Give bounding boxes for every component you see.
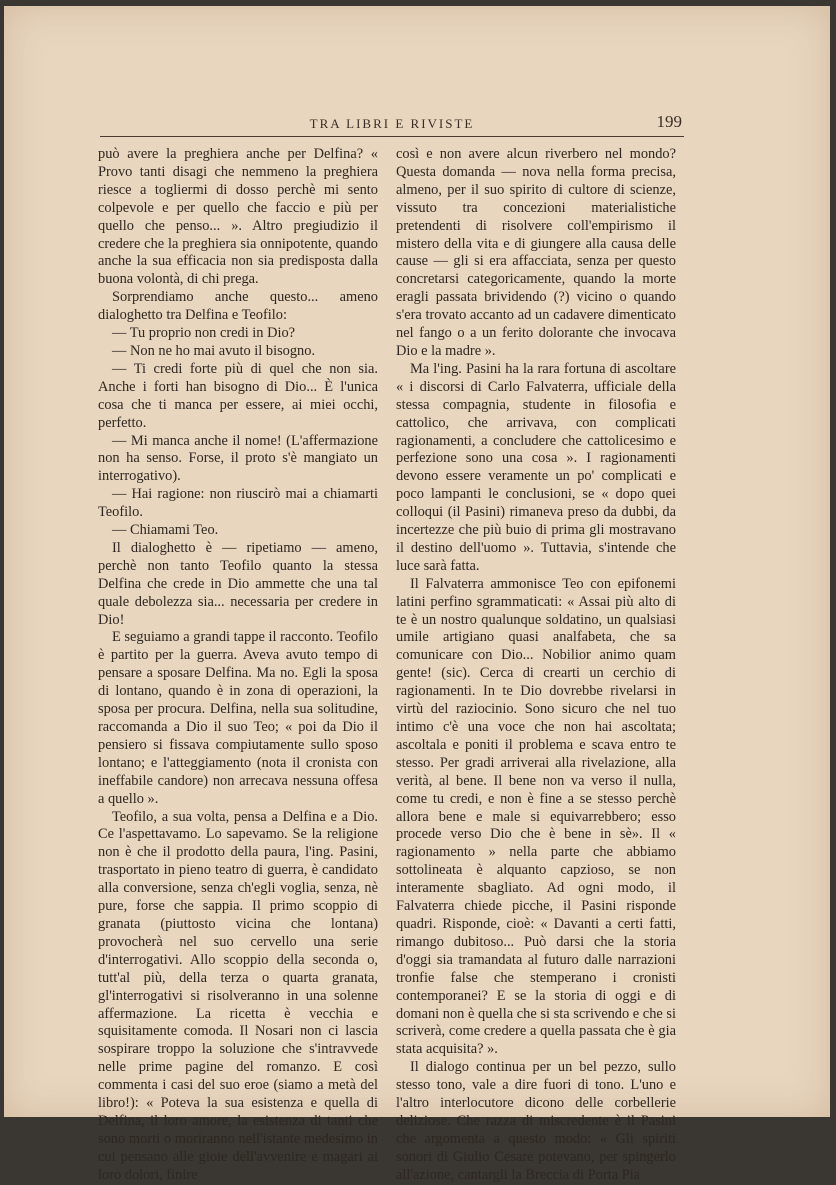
left-column <box>98 146 378 1185</box>
page-number: 199 <box>656 112 682 131</box>
dialogue-line: — Ti credi forte più di quel che non sia. Anche i forti han bisogno di Dio... È l'unica cosa che ti manca per essere, ai miei occhi, perfetto. <box>98 360 378 431</box>
page-header <box>100 110 684 137</box>
paragraph: Teofilo, a sua volta, pensa a Delfina e a Dio. Ce l'aspettavamo. Lo sapevamo. Se la religione non è che il prodotto della paura, l'ing. Pasini, trasportato in pieno teatro di guerra, è candidato alla conversione, senza ch'egli voglia, senza, nè pure, forse che sappia. Il primo scoppio di granata (piuttosto vicina che lontana) provocherà nel suo cervello una serie d'interrogativi. Allo scoppio della seconda o, tutt'al più, della terza o quarta granata, gl'interrogativi si risolveranno in una solenne affermazione. La ricetta è vecchia e squisitamente comoda. Il Nosari non ci lascia sospirare troppo la soluzione che s'intravvede nelle prime pagine del romanzo. E così commenta i casi del suo eroe (siamo a metà del libro!): « Poteva la sua esistenza e quella di Delfina, il loro amore, la esistenza di tanti che sono morti o moriranno nell'istante medesimo in cui pensano alle gioie dell'avvenire e magari ai loro dolori, finire <box>98 808 378 1183</box>
paragraph: Sorprendiamo anche questo... ameno dialoghetto tra Delfina e Teofilo: <box>98 289 378 324</box>
dialogue-line: — Chiamami Teo. <box>112 522 219 539</box>
dialogue-line: — Mi manca anche il nome! (L'affermazione non ha senso. Forse, il proto s'è mangiato un interrogativo). <box>98 432 378 485</box>
paragraph: Il dialoghetto è — ripetiamo — ameno, perchè non tanto Teofilo quanto la stessa Delfina che crede in Dio ammette che una tal quale debolezza sia... necessaria per credere in Dio! <box>98 539 378 628</box>
paragraph: può avere la preghiera anche per Delfina? « Provo tanti disagi che nemmeno la preghiera riesce a togliermi di dosso perchè mi sento colpevole e per quello che faccio e più per quello che penso... ». Altro pregiudizio il credere che la preghiera sia onnipotente, quando anche la sua efficacia non sia predisposta dalla buona volontà, di chi prega. <box>98 146 378 288</box>
dialogue-line: — Tu proprio non credi in Dio? <box>112 325 296 342</box>
right-column <box>396 146 676 1185</box>
paragraph: E seguiamo a grandi tappe il racconto. Teofilo è partito per la guerra. Aveva avuto tempo di pensare a sposare Delfina. Ma no. Egli la sposa di lontano, quando è in zona di operazioni, la sposa per procura. Delfina, nella sua solitudine, raccomanda a Dio il suo Teo; « poi da Dio il pensiero si fissava compiutamente sullo sposo lontano; e l'atteggiamento (nota il cronista con ineffabile candore) non arrecava nessuna offesa a quello ». <box>98 629 378 807</box>
paragraph: Il Falvaterra ammonisce Teo con epifonemi latini perfino sgrammaticati: « Assai più alto di te è un nostro qualunque soldatino, un qualsiasi umile artigiano quasi analfabeta, che sa comunicare con Dio... Nobilior animo quam gente! (sic). Cerca di crearti un cerchio di ragionamenti. In te Dio dovrebbe rivelarsi in virtù del raziocinio. Sono sicuro che nel tuo intimo c'è una voce che non hai ascoltata; ascoltala e poniti il problema e scava entro te stesso. Per gradi arriverai alla rivelazione, alla verità, al bene. Il bene non va verso il nulla, come tu credi, e non è fine a se stesso perchè allora bene e male si equivarrebbero; esso procede verso Dio che è bene in sè». Il « ragionamento » nella parte che abbiamo sottolineata è alquanto capzioso, se non interamente sbagliato. Ad ogni modo, il Falvaterra chiede picche, il Pasini risponde quadri. Risponde, cioè: « Davanti a certi fatti, rimango dubitoso... Può darsi che la storia d'oggi sia tramandata al futuro dalle narrazioni tronfie false che stemperano i cronisti contemporanei? E se la storia di oggi e di domani non è quella che si sta scrivendo e che si scriverà, come credere a quella passata che è gia stata acquisita? ». <box>396 575 676 1058</box>
paragraph: così e non avere alcun riverbero nel mondo? Questa domanda — nova nella forma precisa, almeno, per il suo spirito di cultore di scienze, vissuto tra concezioni materialistiche pretendenti di risolvere coll'empirismo il mistero della vita e di giungere alla causa delle cause — gli si era affacciata, senza per questo concretarsi categoricamente, quando la morte eragli passata brividendo (?) vicino o quando s'era trovato accanto ad un cadavere dimenticato nel fango o a un ferito dolorante che invocava Dio e la madre ». <box>396 146 676 359</box>
running-title: TRA LIBRI E RIVISTE <box>309 116 475 131</box>
paragraph: Ma l'ing. Pasini ha la rara fortuna di ascoltare « i discorsi di Carlo Falvaterra, ufficiale della stessa compagnia, studente in filosofia e cattolico, che arrivava, con complicati ragionamenti, a concludere che cattolicesimo e perfezione sono una cosa ». I ragionamenti devono essere veramente un po' complicati e poco lampanti le conclusioni, se « dopo quei colloqui (il Pasini) rimaneva preso da dubbi, da incertezze che più buio di prima gli mostravano il destino dell'uomo ». Tuttavia, s'intende che luce sarà fatta. <box>396 360 676 574</box>
dialogue-line: — Hai ragione: non riuscirò mai a chiamarti Teofilo. <box>98 486 378 521</box>
dialogue-line: — Non ne ho mai avuto il bisogno. <box>112 342 316 359</box>
paragraph: Il dialogo continua per un bel pezzo, sullo stesso tono, vale a dire fuori di tono. L'uno e l'altro interlocutore dicono delle corbellerie deliziose. Che razza di miscredente è il Pasini che argomenta a questo modo: « Gli spiriti sonori di Giulio Cesare potevano, per spingerlo all'azione, cantargli la Breccia di Porta Pia <box>396 1059 676 1183</box>
